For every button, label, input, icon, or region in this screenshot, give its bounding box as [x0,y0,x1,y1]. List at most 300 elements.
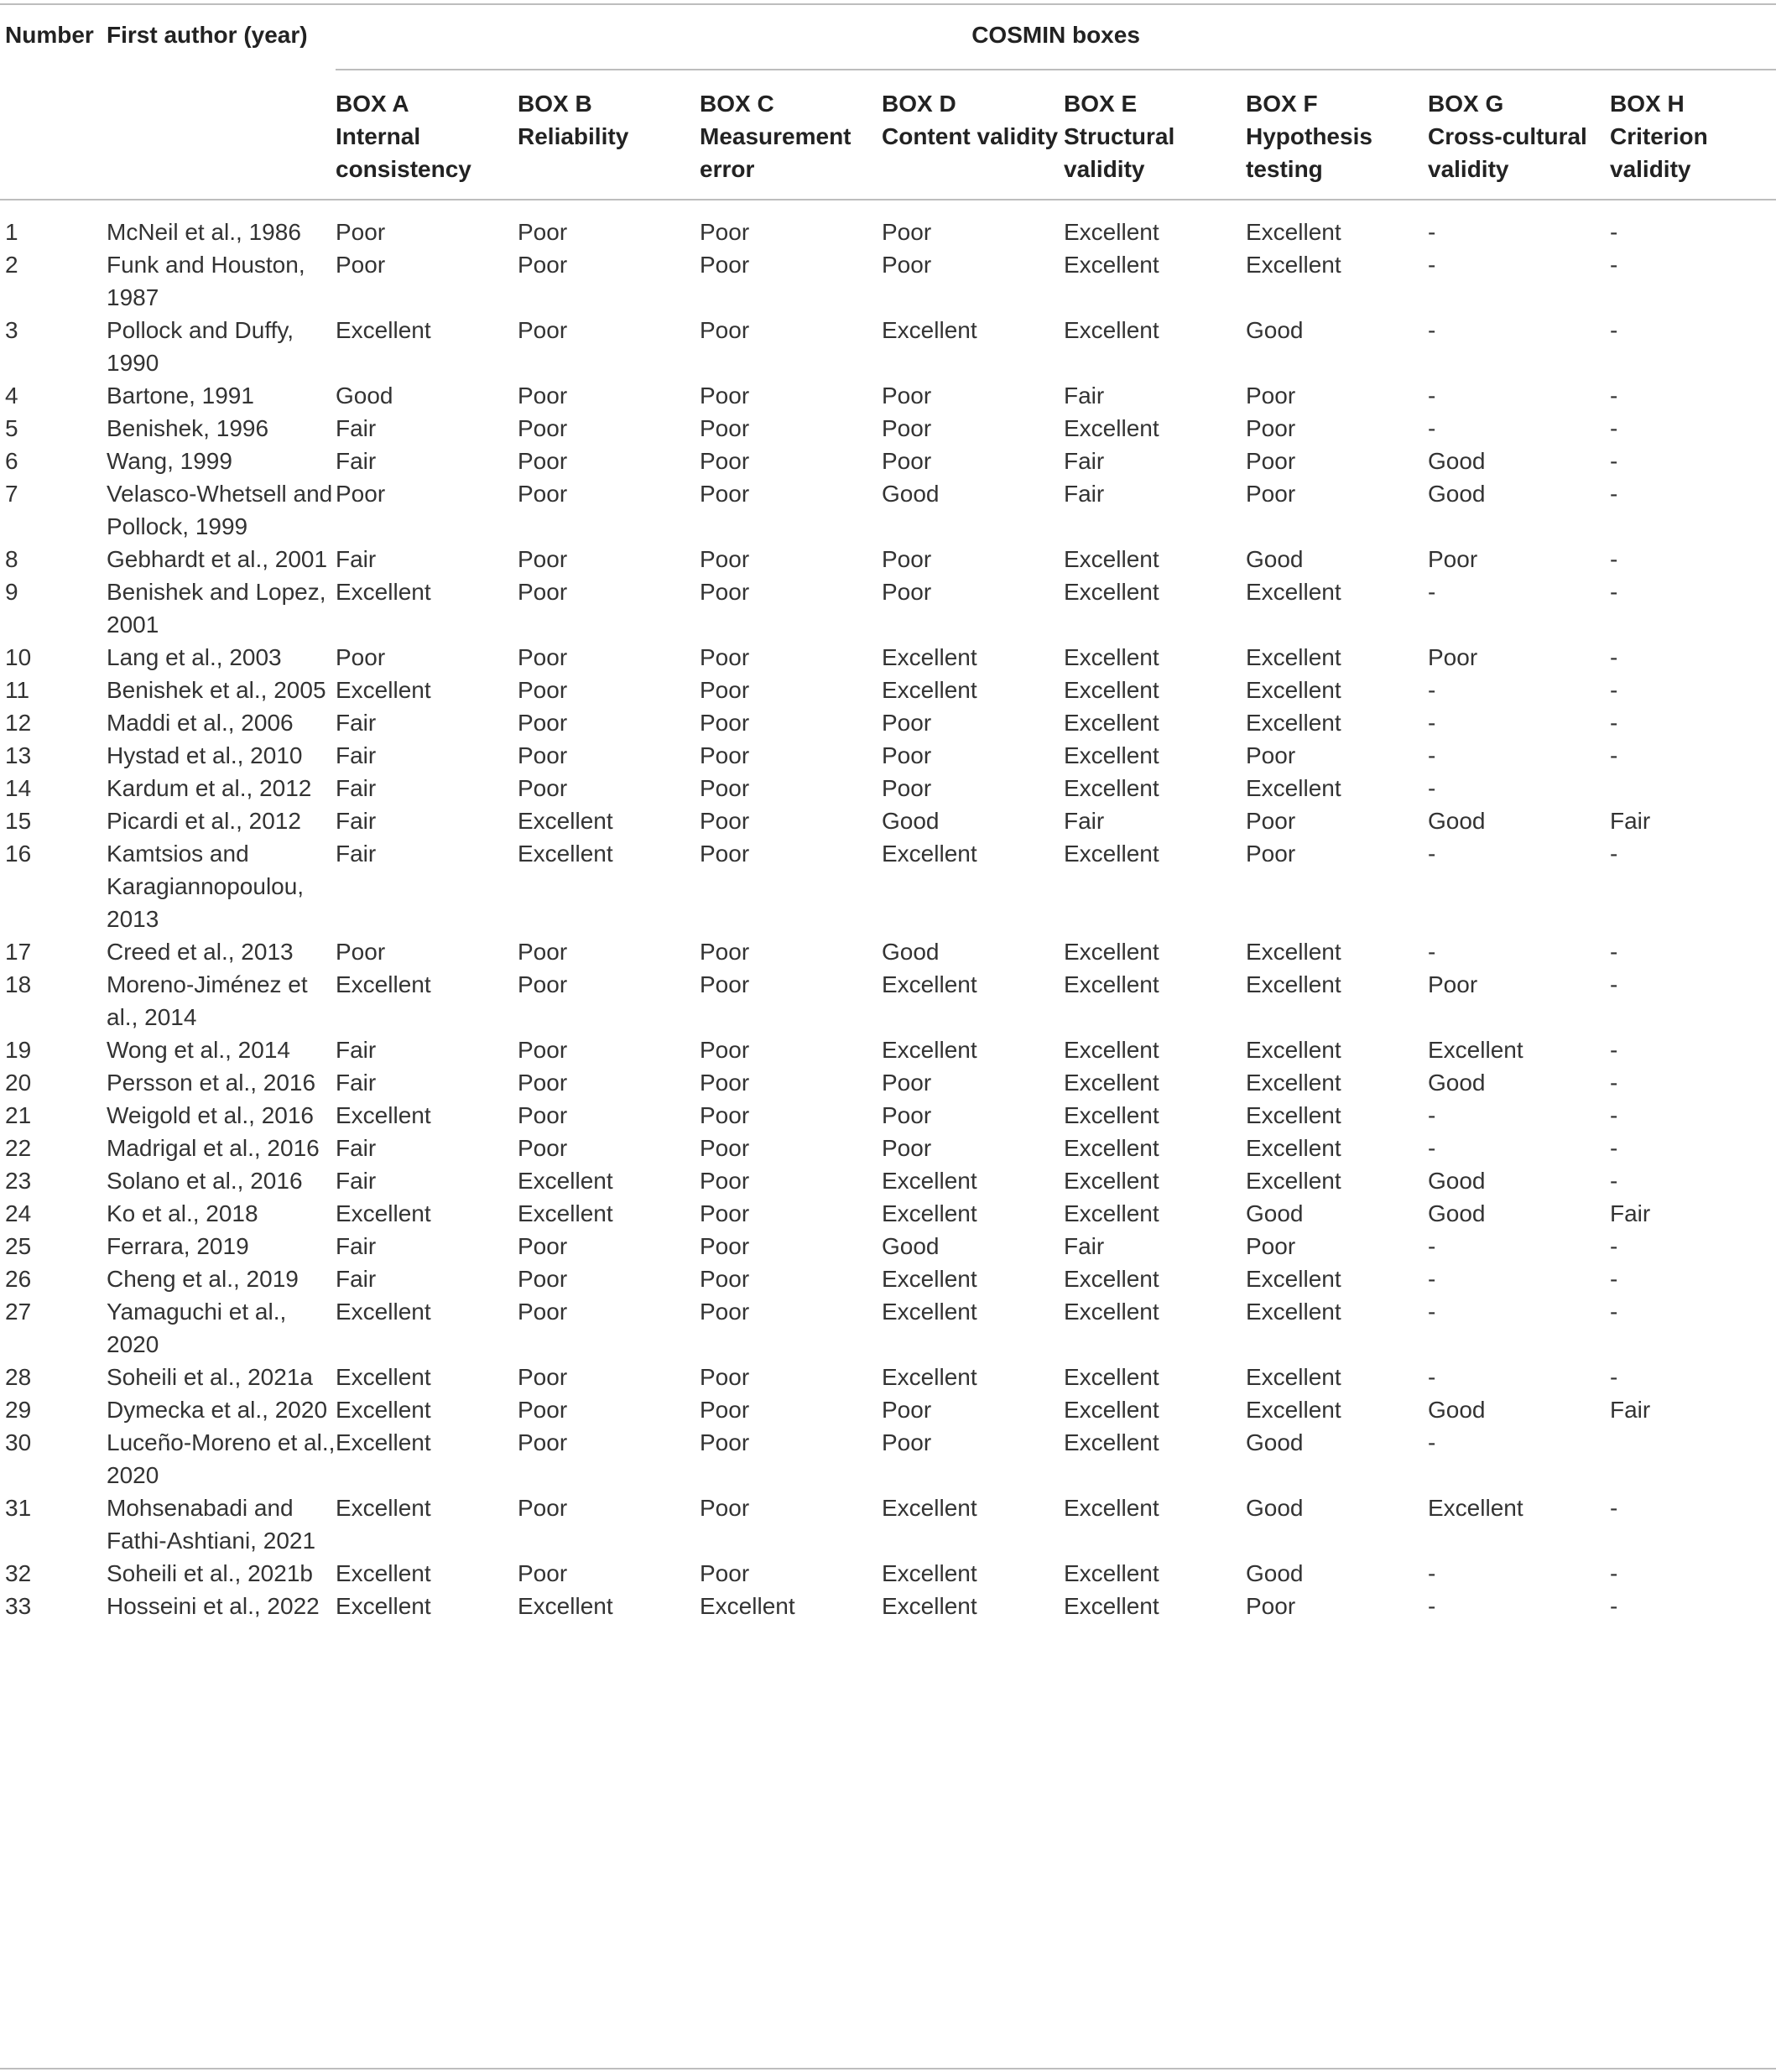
cell-box-a: Excellent [336,317,431,343]
cell-box-h: - [1610,252,1618,278]
cell-box-a: Fair [336,710,377,736]
cell-box-c: Poor [700,1102,750,1128]
cell-author: Bartone, 1991 [107,383,254,409]
cell-box-g: Poor [1428,971,1478,997]
cell-box-c: Poor [700,1168,750,1194]
cell-box-f: Excellent [1246,252,1341,278]
cell-box-e: Fair [1064,448,1105,474]
cell-number: 4 [5,383,18,409]
table-row [0,772,1776,804]
cell-box-c: Poor [700,939,750,965]
header-box-c [700,70,882,200]
cell-box-d: Excellent [882,1364,977,1390]
cell-author: Soheili et al., 2021b [107,1560,313,1586]
table-row [0,575,1776,641]
header-number: Number [5,22,94,48]
cell-box-b: Poor [518,1070,568,1096]
cell-box-a: Fair [336,1135,377,1161]
cell-number: 27 [5,1299,32,1325]
cell-author: Soheili et al., 2021a [107,1364,313,1390]
cell-box-g: Good [1428,808,1486,834]
cell-box-b: Excellent [518,1200,613,1226]
cell-number: 23 [5,1168,32,1194]
cell-box-a: Poor [336,939,386,965]
cell-box-d: Poor [882,742,932,768]
cell-box-a: Poor [336,219,386,245]
cell-box-f: Excellent [1246,971,1341,997]
cell-number: 12 [5,710,32,736]
cell-box-h: - [1610,317,1618,343]
header-box-code: BOX G [1428,91,1504,117]
cell-box-f: Excellent [1246,219,1341,245]
cell-box-c: Poor [700,219,750,245]
cell-box-b: Excellent [518,1168,613,1194]
cell-box-f: Good [1246,317,1304,343]
header-box-f [1246,70,1428,200]
cell-box-f: Excellent [1246,644,1341,670]
cell-box-h: - [1610,383,1618,409]
cell-box-e: Excellent [1064,742,1159,768]
cell-number: 5 [5,415,18,441]
cell-box-h: - [1610,448,1618,474]
cell-box-e: Excellent [1064,1495,1159,1521]
cell-box-e: Excellent [1064,1168,1159,1194]
header-box-d [882,70,1064,200]
cell-author: Mohsenabadi and Fathi-Ashtiani, 2021 [107,1495,316,1554]
cell-box-a: Fair [336,742,377,768]
cell-author: Kardum et al., 2012 [107,775,312,801]
cell-box-e: Fair [1064,383,1105,409]
cell-box-d: Poor [882,710,932,736]
cell-number: 8 [5,546,18,572]
cell-author: Picardi et al., 2012 [107,808,301,834]
cell-box-c: Poor [700,579,750,605]
table-row [0,248,1776,314]
cell-number: 17 [5,939,32,965]
cell-box-h: - [1610,1070,1618,1096]
cell-box-d: Poor [882,1070,932,1096]
cell-box-g: - [1428,1560,1436,1586]
cell-box-g: - [1428,939,1436,965]
cell-box-h: - [1610,939,1618,965]
cell-box-h: - [1610,1593,1618,1619]
header-box-name: Hypothesis testing [1246,123,1372,182]
cell-box-c: Poor [700,1135,750,1161]
cell-box-e: Excellent [1064,1135,1159,1161]
cell-author: Hystad et al., 2010 [107,742,303,768]
cell-box-g: Poor [1428,644,1478,670]
cell-number: 7 [5,481,18,507]
cell-box-c: Poor [700,971,750,997]
cell-box-d: Poor [882,219,932,245]
table-row [0,1393,1776,1426]
cell-box-g: - [1428,677,1436,703]
cell-box-e: Excellent [1064,415,1159,441]
cell-author: Wong et al., 2014 [107,1037,290,1063]
header-box-a [336,70,518,200]
cell-box-g: - [1428,383,1436,409]
cell-author: Yamaguchi et al., 2020 [107,1299,287,1357]
cell-number: 22 [5,1135,32,1161]
cell-box-d: Excellent [882,1560,977,1586]
cell-box-b: Poor [518,1135,568,1161]
cell-box-d: Poor [882,415,932,441]
cell-box-e: Excellent [1064,1560,1159,1586]
cell-box-c: Poor [700,1266,750,1292]
cell-number: 2 [5,252,18,278]
cell-author: Moreno-Jiménez et al., 2014 [107,971,308,1030]
cell-box-a: Excellent [336,1495,431,1521]
table-row [0,1066,1776,1099]
cell-box-e: Excellent [1064,971,1159,997]
cell-number: 3 [5,317,18,343]
cell-box-c: Poor [700,1299,750,1325]
cell-box-a: Excellent [336,1200,431,1226]
cell-box-d: Poor [882,252,932,278]
cell-box-g: - [1428,1364,1436,1390]
table-row [0,1099,1776,1132]
cell-box-c: Poor [700,710,750,736]
cell-box-e: Excellent [1064,939,1159,965]
cell-box-b: Poor [518,317,568,343]
cell-author: Funk and Houston, 1987 [107,252,305,310]
cell-box-g: - [1428,1429,1436,1455]
cell-box-d: Excellent [882,644,977,670]
table-row [0,935,1776,968]
cell-box-a: Poor [336,644,386,670]
cell-box-d: Poor [882,775,932,801]
table-row [0,1164,1776,1197]
cell-box-g: Good [1428,1070,1486,1096]
cell-box-g: - [1428,841,1436,867]
cell-box-h: - [1610,481,1618,507]
cell-box-a: Fair [336,546,377,572]
cell-box-h: - [1610,742,1618,768]
cell-number: 19 [5,1037,32,1063]
cell-box-d: Good [882,1233,940,1259]
table-row [0,379,1776,412]
header-box-code: BOX A [336,91,409,117]
cell-number: 16 [5,841,32,867]
cell-box-f: Excellent [1246,1397,1341,1423]
cell-box-h: - [1610,1266,1618,1292]
cell-box-f: Excellent [1246,579,1341,605]
cell-box-a: Fair [336,1266,377,1292]
table-row [0,1492,1776,1557]
cell-author: Wang, 1999 [107,448,232,474]
table-row [0,641,1776,674]
cell-box-e: Excellent [1064,1299,1159,1325]
cell-box-d: Excellent [882,677,977,703]
header-box-code: BOX H [1610,91,1685,117]
cell-box-c: Poor [700,677,750,703]
header-number-spacer [0,70,107,200]
table-row [0,706,1776,739]
cell-box-e: Excellent [1064,1200,1159,1226]
cell-box-g: - [1428,710,1436,736]
cell-box-h: - [1610,841,1618,867]
cell-box-c: Poor [700,1037,750,1063]
cell-box-d: Good [882,481,940,507]
cell-box-c: Poor [700,546,750,572]
cell-box-h: - [1610,1102,1618,1128]
cell-box-a: Good [336,383,393,409]
cell-box-c: Poor [700,775,750,801]
cell-number: 10 [5,644,32,670]
cell-box-a: Excellent [336,1299,431,1325]
cell-box-e: Excellent [1064,546,1159,572]
cell-author: Lang et al., 2003 [107,644,282,670]
cell-box-c: Poor [700,1397,750,1423]
cell-box-c: Poor [700,1200,750,1226]
cell-box-c: Poor [700,383,750,409]
cell-number: 13 [5,742,32,768]
cell-author: Luceño-Moreno et al., 2020 [107,1429,336,1488]
cell-box-b: Poor [518,1495,568,1521]
table-row [0,412,1776,445]
table-row [0,314,1776,379]
cell-box-g: Good [1428,448,1486,474]
cell-box-h: - [1610,644,1618,670]
cell-number: 24 [5,1200,32,1226]
cell-box-b: Poor [518,579,568,605]
table-row [0,674,1776,706]
table-row [0,837,1776,935]
header-box-name: Internal consistency [336,123,471,182]
cell-box-c: Excellent [700,1593,795,1619]
cell-box-e: Excellent [1064,710,1159,736]
cell-box-b: Excellent [518,841,613,867]
cell-box-c: Poor [700,1364,750,1390]
cell-box-f: Good [1246,546,1304,572]
cell-number: 15 [5,808,32,834]
cell-box-d: Poor [882,1135,932,1161]
cell-box-b: Poor [518,1266,568,1292]
cell-box-e: Excellent [1064,1397,1159,1423]
cell-box-f: Poor [1246,481,1296,507]
cell-number: 11 [5,677,30,703]
cell-box-c: Poor [700,808,750,834]
cell-box-d: Excellent [882,1168,977,1194]
cell-author: Hosseini et al., 2022 [107,1593,320,1619]
header-box-name: Structural validity [1064,123,1175,182]
cell-box-h [1610,772,1776,804]
cell-box-g: - [1428,252,1436,278]
cell-author: Ko et al., 2018 [107,1200,258,1226]
cell-box-b: Poor [518,448,568,474]
cell-box-d: Excellent [882,1299,977,1325]
cell-box-f: Good [1246,1429,1304,1455]
cell-box-g: - [1428,742,1436,768]
cell-author: Persson et al., 2016 [107,1070,316,1096]
cell-box-f: Excellent [1246,710,1341,736]
cell-box-e: Excellent [1064,579,1159,605]
cell-box-a: Excellent [336,677,431,703]
cell-box-b: Poor [518,644,568,670]
cell-box-d: Poor [882,448,932,474]
cell-number: 25 [5,1233,32,1259]
cell-number: 9 [5,579,18,605]
cell-box-e: Excellent [1064,841,1159,867]
cell-box-g: Poor [1428,546,1478,572]
cell-author: McNeil et al., 1986 [107,219,301,245]
cell-box-f: Excellent [1246,939,1341,965]
cell-box-d: Excellent [882,1266,977,1292]
cell-box-h: - [1610,1299,1618,1325]
cell-box-h: - [1610,1495,1618,1521]
cell-box-d: Excellent [882,1037,977,1063]
cell-box-e: Excellent [1064,317,1159,343]
cell-box-f: Poor [1246,1233,1296,1259]
cell-box-a: Fair [336,775,377,801]
cell-box-f: Excellent [1246,1299,1341,1325]
cell-box-b: Poor [518,219,568,245]
cell-box-e: Excellent [1064,1364,1159,1390]
cell-box-a: Fair [336,1037,377,1063]
cell-box-b: Poor [518,383,568,409]
cell-author: Benishek et al., 2005 [107,677,326,703]
cell-author: Ferrara, 2019 [107,1233,249,1259]
cell-box-b: Poor [518,1364,568,1390]
cell-box-b: Poor [518,710,568,736]
cell-box-f: Poor [1246,841,1296,867]
header-box-b [518,70,700,200]
cell-box-d: Excellent [882,841,977,867]
header-row-top [0,0,1776,70]
cell-box-h: - [1610,415,1618,441]
header-row-boxes [0,70,1776,200]
cell-author: Benishek, 1996 [107,415,269,441]
header-box-g [1428,70,1610,200]
cell-author: Kamtsios and Karagiannopoulou, 2013 [107,841,305,932]
header-box-name: Content validity [882,123,1059,149]
header-box-name: Cross-cultural validity [1428,123,1587,182]
cell-box-g: - [1428,579,1436,605]
table-row [0,543,1776,575]
cell-number: 30 [5,1429,32,1455]
cell-box-f: Poor [1246,808,1296,834]
header-box-name: Reliability [518,123,629,149]
cell-box-c: Poor [700,1070,750,1096]
cell-box-d: Excellent [882,1495,977,1521]
table-row [0,1361,1776,1393]
header-box-code: BOX C [700,91,774,117]
cell-box-h: - [1610,677,1618,703]
table-row [0,477,1776,543]
cell-box-c: Poor [700,481,750,507]
cell-box-c: Poor [700,1560,750,1586]
cell-box-f: Good [1246,1200,1304,1226]
cell-number: 21 [5,1102,32,1128]
cell-box-g: - [1428,219,1436,245]
cell-box-h: Fair [1610,1397,1651,1423]
cell-box-b: Poor [518,677,568,703]
cell-box-g: Good [1428,1168,1486,1194]
cell-box-a: Excellent [336,1429,431,1455]
cell-box-h: - [1610,710,1618,736]
cell-box-c: Poor [700,415,750,441]
cell-box-b: Poor [518,1397,568,1423]
cell-box-g: - [1428,1266,1436,1292]
cell-box-b: Poor [518,939,568,965]
cell-number: 20 [5,1070,32,1096]
cell-box-c: Poor [700,644,750,670]
cell-box-h: Fair [1610,1200,1651,1226]
cell-box-e: Excellent [1064,677,1159,703]
table-top-rule [0,3,1776,5]
cell-box-b: Poor [518,1102,568,1128]
cell-box-b: Poor [518,546,568,572]
table-row [0,739,1776,772]
cell-box-f: Excellent [1246,677,1341,703]
table-body [0,200,1776,1631]
cell-box-e: Excellent [1064,1070,1159,1096]
cell-box-d: Poor [882,1429,932,1455]
cell-box-c: Poor [700,317,750,343]
cell-box-c: Poor [700,1233,750,1259]
cell-box-h: - [1610,579,1618,605]
table-row [0,804,1776,837]
cell-box-f: Good [1246,1495,1304,1521]
cell-box-e: Excellent [1064,1266,1159,1292]
cell-box-b: Poor [518,1299,568,1325]
cell-box-h: - [1610,1560,1618,1586]
cell-box-d: Excellent [882,1593,977,1619]
cell-box-c: Poor [700,252,750,278]
cell-box-h: - [1610,546,1618,572]
cell-author: Pollock and Duffy, 1990 [107,317,294,376]
cell-number: 1 [5,219,18,245]
cell-box-g: Excellent [1428,1495,1523,1521]
cell-box-h: Fair [1610,808,1651,834]
table-row [0,445,1776,477]
cell-author: Creed et al., 2013 [107,939,294,965]
table-row [0,1132,1776,1164]
cell-box-e: Fair [1064,808,1105,834]
cell-box-d: Poor [882,1397,932,1423]
cell-box-g: Excellent [1428,1037,1523,1063]
cell-number: 28 [5,1364,32,1390]
cell-box-f: Good [1246,1560,1304,1586]
cell-box-h: - [1610,1233,1618,1259]
cell-box-a: Fair [336,448,377,474]
cell-box-a: Fair [336,808,377,834]
cell-box-a: Excellent [336,1397,431,1423]
cell-box-h: - [1610,971,1618,997]
cell-box-e: Excellent [1064,252,1159,278]
table-row [0,1590,1776,1631]
cell-box-e: Excellent [1064,1593,1159,1619]
cell-box-b: Poor [518,1037,568,1063]
cell-box-h: - [1610,1364,1618,1390]
cell-author: Dymecka et al., 2020 [107,1397,328,1423]
cell-box-a: Excellent [336,1593,431,1619]
cell-box-g: - [1428,775,1436,801]
cell-box-a: Fair [336,415,377,441]
header-cosmin-group: COSMIN boxes [336,0,1776,70]
cell-box-a: Fair [336,841,377,867]
cell-box-a: Fair [336,1070,377,1096]
cell-box-f: Excellent [1246,775,1341,801]
cell-box-f: Poor [1246,383,1296,409]
cell-number: 32 [5,1560,32,1586]
table-row [0,1033,1776,1066]
cell-box-a: Poor [336,481,386,507]
cell-box-b: Poor [518,415,568,441]
cell-author: Cheng et al., 2019 [107,1266,299,1292]
cell-box-b: Poor [518,775,568,801]
cell-box-a: Poor [336,252,386,278]
